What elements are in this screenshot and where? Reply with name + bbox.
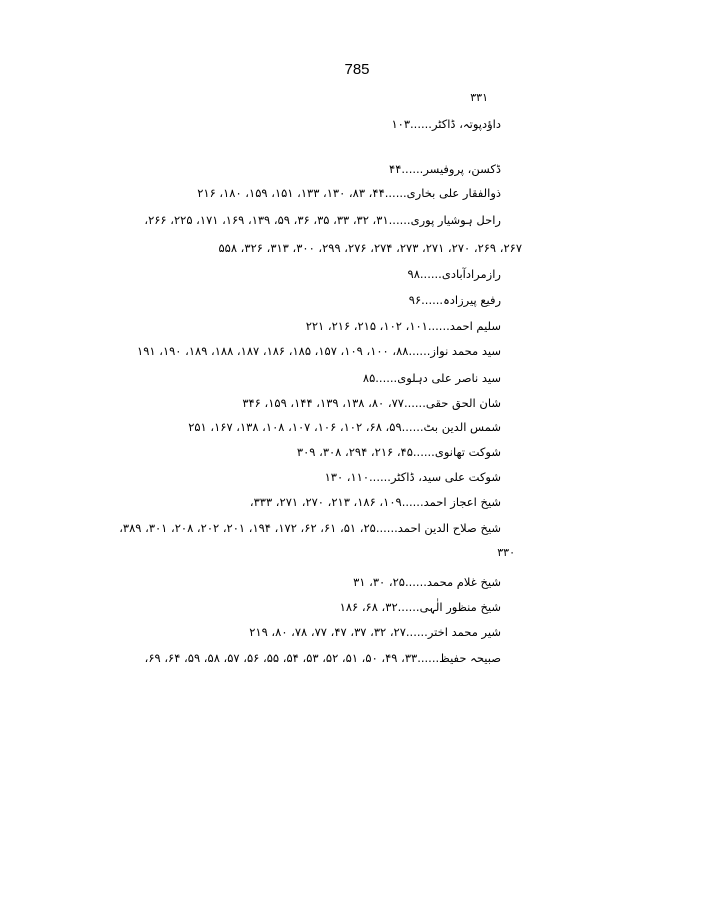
index-entry: داؤدپوتہ، ڈاکٹر......۱۰۳ bbox=[391, 117, 501, 131]
index-entry: راحل ہوشیار پوری......۳۱، ۳۲، ۳۳، ۳۵، ۳۶، ۵۹، ۱۳۹، ۱۶۹، ۱۷۱، ۲۲۵، ۲۶۶، bbox=[144, 213, 501, 227]
page-marker-middle: ۳۳۰ bbox=[497, 546, 515, 559]
index-entry: ذوالفقار علی بخاری......۴۴، ۸۳، ۱۳۰، ۱۳۳، ۱۵۱، ۱۵۹، ۱۸۰، ۲۱۶ bbox=[197, 186, 501, 200]
index-entry: سید ناصر علی دہلوی......۸۵ bbox=[362, 371, 501, 385]
index-entry: شیخ غلام محمد......۲۵، ۳۰، ۳۱ bbox=[353, 575, 501, 589]
page-number: 785 bbox=[344, 61, 370, 78]
page-marker-top: ۳۳۱ bbox=[470, 91, 488, 104]
index-entry: سلیم احمد......۱۰۱، ۱۰۲، ۲۱۵، ۲۱۶، ۲۲۱ bbox=[305, 319, 501, 333]
index-entry: شوکت تھانوی......۴۵، ۲۱۶، ۲۹۴، ۳۰۸، ۳۰۹ bbox=[296, 445, 501, 459]
index-entry: شیر محمد اختر......۲۷، ۳۲، ۳۷، ۴۷، ۷۷، ۷۸، ۸۰، ۲۱۹ bbox=[249, 625, 501, 639]
index-entry: ڈکسن، پروفیسر......۴۴ bbox=[389, 162, 501, 176]
index-entry: شیخ منظور الٰہی......۳۲، ۶۸، ۱۸۶ bbox=[339, 600, 501, 614]
index-entry: رفیع پیرزادہ......۹۶ bbox=[408, 293, 501, 307]
index-entry: شمس الدین بٹ......۵۹، ۶۸، ۱۰۲، ۱۰۶، ۱۰۷، ۱۰۸، ۱۳۸، ۱۶۷، ۲۵۱ bbox=[188, 420, 501, 434]
index-entry: شیخ اعجاز احمد......۱۰۹، ۱۸۶، ۲۱۳، ۲۷۰، ۲۷۱، ۳۳۳، bbox=[249, 495, 501, 509]
index-entry: شوکت علی سید، ڈاکٹر......۱۱۰، ۱۳۰ bbox=[324, 470, 501, 484]
index-entry: صبیحہ حفیظ......۳۳، ۴۹، ۵۰، ۵۱، ۵۲، ۵۳، ۵۴، ۵۵، ۵۶، ۵۷، ۵۸، ۵۹، ۶۴، ۶۹، bbox=[144, 651, 501, 665]
index-entry: شان الحق حقی......۷۷، ۸۰، ۱۳۸، ۱۳۹، ۱۴۴، ۱۵۹، ۳۴۶ bbox=[242, 396, 501, 410]
index-entry: شیخ صلاح الدین احمد......۲۵، ۵۱، ۶۱، ۶۲، ۱۷۲، ۱۹۴، ۲۰۱، ۲۰۲، ۲۰۸، ۳۰۱، ۳۸۹، bbox=[119, 521, 501, 535]
index-entry-continuation: ۲۶۷، ۲۶۹، ۲۷۰، ۲۷۱، ۲۷۳، ۲۷۴، ۲۷۶، ۲۹۹، ۳۰۰، ۳۱۳، ۳۲۶، ۵۵۸ bbox=[218, 241, 522, 255]
index-entry: سید محمد نواز......۸۸، ۱۰۰، ۱۰۹، ۱۵۷، ۱۸۵، ۱۸۶، ۱۸۷، ۱۸۸، ۱۸۹، ۱۹۰، ۱۹۱ bbox=[137, 344, 501, 358]
index-entry: رازمرادآبادی......۹۸ bbox=[407, 267, 501, 281]
